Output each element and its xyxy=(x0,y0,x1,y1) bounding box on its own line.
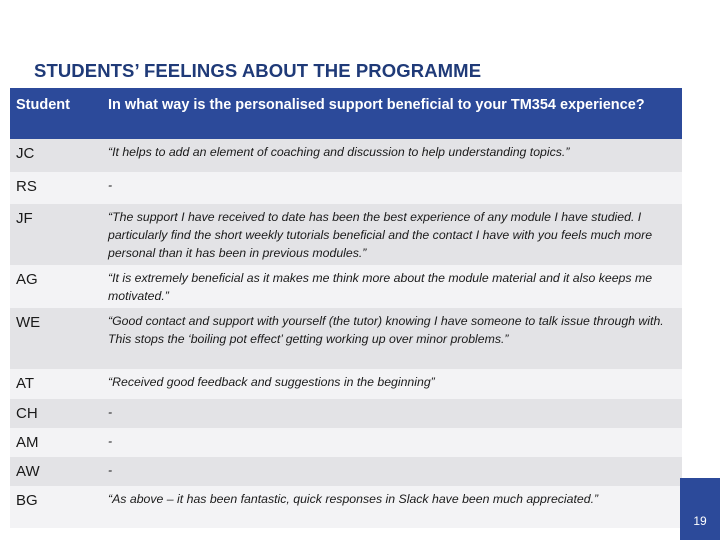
table-row xyxy=(10,486,682,528)
student-response: “Good contact and support with yourself (the tutor) knowing I have someone to talk issue through with. This stops the ‘boiling pot effect’ getting working up over minor problems.” xyxy=(102,308,682,369)
table-header-row xyxy=(10,88,682,139)
table-row xyxy=(10,369,682,399)
student-name: AM xyxy=(10,428,102,457)
student-name: CH xyxy=(10,399,102,428)
student-response: “The support I have received to date has been the best experience of any module I have studied. I particularly find the short weekly tutorials beneficial and the contact I have with you feels much more personal than it has been in previous modules.” xyxy=(102,204,682,265)
student-name: AW xyxy=(10,457,102,486)
table-row xyxy=(10,139,682,172)
student-response: “It helps to add an element of coaching and discussion to help understanding topics.” xyxy=(102,139,682,172)
student-name: RS xyxy=(10,172,102,204)
table-row xyxy=(10,172,682,204)
table-row xyxy=(10,204,682,265)
table-row xyxy=(10,265,682,308)
student-response: - xyxy=(102,428,682,457)
header-student: Student xyxy=(10,88,102,139)
page-number: 19 xyxy=(693,514,707,528)
student-name: AG xyxy=(10,265,102,308)
table-row xyxy=(10,399,682,428)
table-row xyxy=(10,457,682,486)
student-response: “Received good feedback and suggestions in the beginning” xyxy=(102,369,682,399)
student-response: - xyxy=(102,172,682,204)
page-number-badge xyxy=(680,478,720,540)
table-row xyxy=(10,428,682,457)
student-name: AT xyxy=(10,369,102,399)
slide-title: STUDENTS’ FEELINGS ABOUT THE PROGRAMME xyxy=(34,60,482,81)
header-question: In what way is the personalised support beneficial to your TM354 experience? xyxy=(102,88,682,139)
feedback-table xyxy=(10,88,682,528)
student-name: WE xyxy=(10,308,102,369)
student-name: JC xyxy=(10,139,102,172)
student-response: - xyxy=(102,457,682,486)
student-name: BG xyxy=(10,486,102,528)
student-response: “It is extremely beneficial as it makes me think more about the module material and it also keeps me motivated.” xyxy=(102,265,682,308)
student-name: JF xyxy=(10,204,102,265)
table-row xyxy=(10,308,682,369)
student-response: “As above – it has been fantastic, quick responses in Slack have been much appreciated.” xyxy=(102,486,682,528)
student-response: - xyxy=(102,399,682,428)
